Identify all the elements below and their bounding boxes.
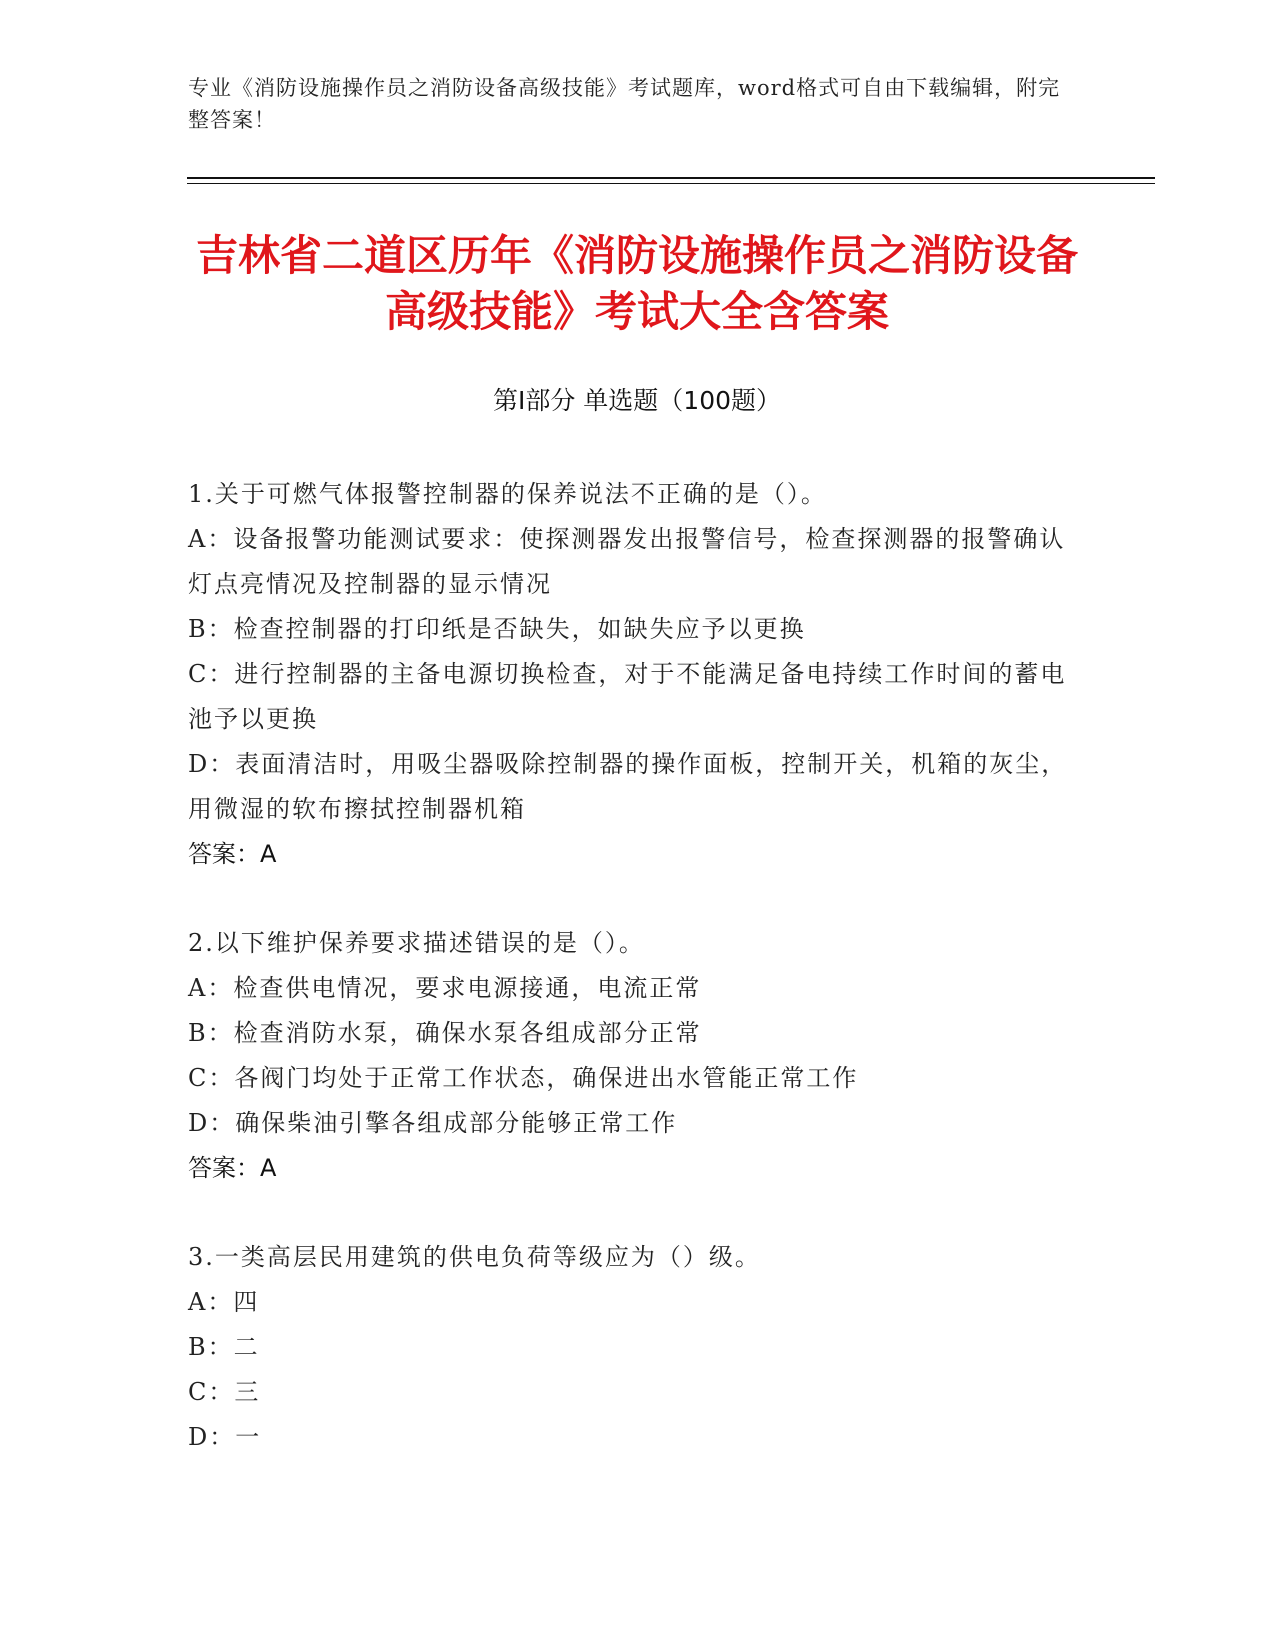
option-c: C：三 <box>188 1378 261 1406</box>
header-rule-thick <box>187 177 1155 179</box>
option-d: D：表面清洁时，用吸尘器吸除控制器的操作面板，控制开关，机箱的灰尘，用微湿的软布擦拭控制器机箱 <box>188 750 1068 823</box>
option-c: C：各阀门均处于正常工作状态，确保进出水管能正常工作 <box>188 1064 859 1092</box>
option-d: D：确保柴油引擎各组成部分能够正常工作 <box>188 1109 678 1137</box>
question-2 <box>188 921 1078 1191</box>
option-a: A：四 <box>188 1288 260 1316</box>
question-3 <box>188 1235 1078 1460</box>
question-stem: 2.以下维护保养要求描述错误的是（）。 <box>188 929 645 957</box>
question-1 <box>188 472 1078 877</box>
option-c: C：进行控制器的主备电源切换检查，对于不能满足备电持续工作时间的蓄电池予以更换 <box>188 660 1067 733</box>
option-b: B：二 <box>188 1333 260 1361</box>
section-heading: 第Ⅰ部分 单选题（100题） <box>492 386 782 415</box>
question-stem: 1.关于可燃气体报警控制器的保养说法不正确的是（）。 <box>188 480 827 508</box>
option-b: B：检查消防水泵，确保水泵各组成部分正常 <box>188 1019 702 1047</box>
question-stem: 3.一类高层民用建筑的供电负荷等级应为（）级。 <box>188 1243 761 1271</box>
answer-line: 答案：A <box>188 840 277 868</box>
answer-line: 答案：A <box>188 1154 277 1182</box>
option-a: A：检查供电情况，要求电源接通，电流正常 <box>188 974 702 1002</box>
option-a: A：设备报警功能测试要求：使探测器发出报警信号，检查探测器的报警确认灯点亮情况及控制器的显示情况 <box>188 525 1066 598</box>
question-list <box>188 472 1078 1504</box>
header-note: 专业《消防设施操作员之消防设备高级技能》考试题库，word格式可自由下载编辑，附完整答案！ <box>188 76 1061 132</box>
option-b: B：检查控制器的打印纸是否缺失，如缺失应予以更换 <box>188 615 806 643</box>
header-rule-thin <box>187 183 1155 184</box>
document-title: 吉林省二道区历年《消防设施操作员之消防设备高级技能》考试大全含答案 <box>195 231 1078 336</box>
option-d: D：一 <box>188 1423 262 1451</box>
